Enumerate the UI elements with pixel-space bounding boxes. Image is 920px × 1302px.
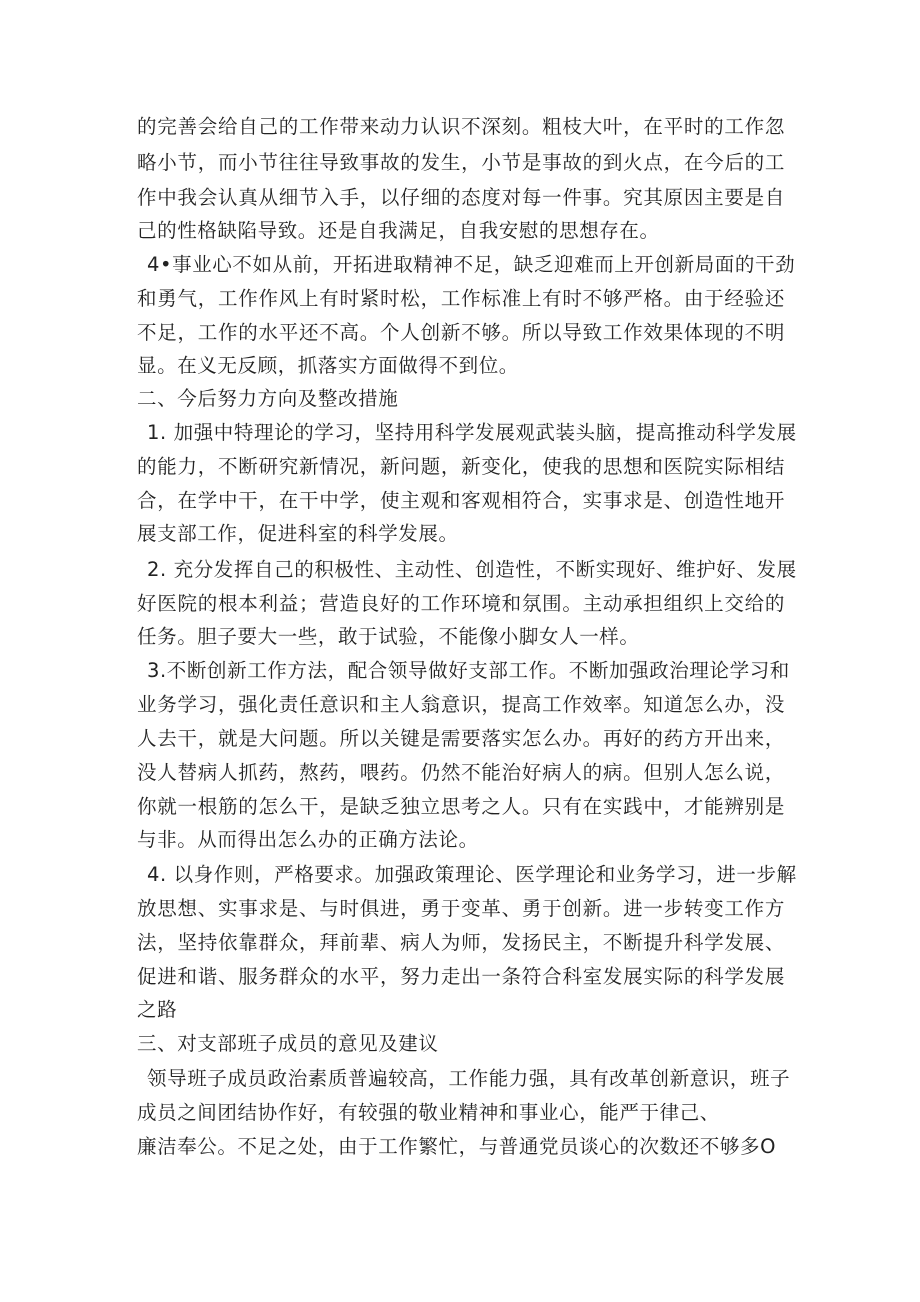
- text-line: 放思想、实事求是、与时俱进，勇于变革、勇于创新。进一步转变工作方: [137, 897, 785, 920]
- text-line: 成员之间团结协作好，有较强的敬业精神和事业心，能严于律己、: [137, 1101, 720, 1124]
- measure-1-line: 1. 加强中特理论的学习，坚持用科学发展观武装头脑，提高推动科学发展: [147, 421, 797, 444]
- measure-3-line: 3.不断创新工作方法，配合领导做好支部工作。不断加强政治理论学习和: [147, 659, 790, 682]
- text-line: 任务。胆子要大一些，敢于试验，不能像小脚女人一样。: [137, 625, 640, 648]
- text-line: 显。在义无反顾，抓落实方面做得不到位。: [137, 354, 519, 377]
- suggestion-line: 领导班子成员政治素质普遍较高，工作能力强，具有改革创新意识，班子: [147, 1067, 791, 1090]
- text-line: 之路: [137, 998, 178, 1021]
- text-line: 略小节，而小节往往导致事故的发生，小节是事故的到火点，在今后的工: [137, 151, 785, 174]
- text-line: 展支部工作，促进科室的科学发展。: [137, 522, 459, 545]
- list-item-4-line: 4•事业心不如从前，开拓进取精神不足，缺乏迎难而上开创新局面的干劲: [147, 253, 796, 276]
- text-line: 的能力，不断研究新情况，新问题，新变化，使我的思想和医院实际相结: [137, 455, 785, 478]
- text-line: 促进和谐、服务群众的水平，努力走出一条符合科室发展实际的科学发展: [137, 965, 785, 988]
- text-line: 与非。从而得出怎么办的正确方法论。: [137, 828, 479, 851]
- text-line: 和勇气，工作作风上有时紧时松，工作标准上有时不够严格。由于经验还: [137, 287, 785, 310]
- section-heading-3: 三、对支部班子成员的意见及建议: [137, 1032, 439, 1055]
- text-line: 好医院的根本利益；营造良好的工作环境和氛围。主动承担组织上交给的: [137, 592, 785, 615]
- text-line: 的完善会给自己的工作带来动力认识不深刻。粗枝大叶，在平时的工作忽: [137, 115, 785, 138]
- text-line: 人去干，就是大问题。所以关键是需要落实怎么办。再好的药方开出来，: [137, 727, 785, 750]
- text-line: 作中我会认真从细节入手，以仔细的态度对每一件事。究其原因主要是自: [137, 186, 785, 209]
- text-line: 己的性格缺陷导致。还是自我满足，自我安慰的思想存在。: [137, 219, 660, 242]
- text-line: 没人替病人抓药，熬药，喂药。仍然不能治好病人的病。但别人怎么说，: [137, 761, 785, 784]
- text-line: 廉洁奉公。不足之处，由于工作繁忙，与普通党员谈心的次数还不够多O: [137, 1135, 777, 1158]
- text-line: 你就一根筋的怎么干，是缺乏独立思考之人。只有在实践中，才能辨别是: [137, 795, 785, 818]
- text-line: 合，在学中干，在干中学，使主观和客观相符合，实事求是、创造性地开: [137, 489, 785, 512]
- measure-4-line: 4. 以身作则，严格要求。加强政策理论、医学理论和业务学习，进一步解: [147, 863, 797, 886]
- measure-2-line: 2. 充分发挥自己的积极性、主动性、创造性，不断实现好、维护好、发展: [147, 558, 797, 581]
- text-line: 业务学习，强化责任意识和主人翁意识，提高工作效率。知道怎么办，没: [137, 693, 785, 716]
- text-line: 法，坚持依靠群众，拜前辈、病人为师，发扬民主，不断提升科学发展、: [137, 931, 785, 954]
- text-line: 不足，工作的水平还不高。个人创新不够。所以导致工作效果体现的不明: [137, 321, 785, 344]
- section-heading-2: 二、今后努力方向及整改措施: [137, 387, 399, 410]
